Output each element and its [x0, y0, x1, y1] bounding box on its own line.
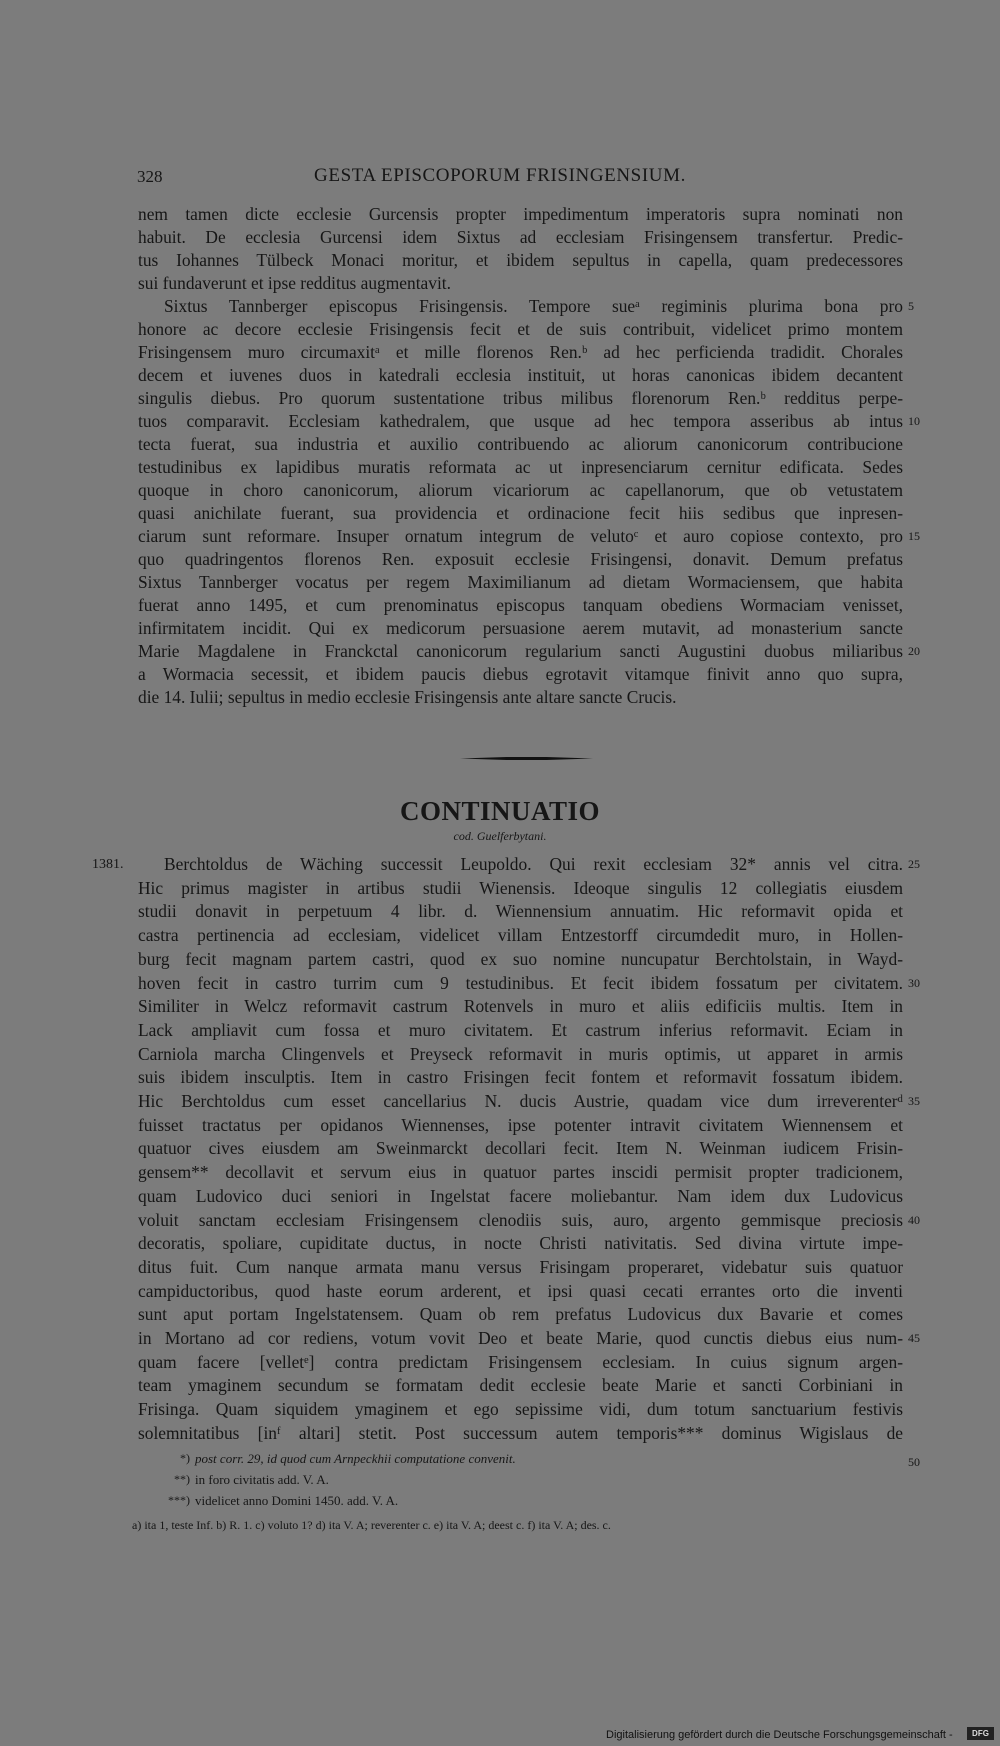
text-line: Carniola marcha Clingenvels et Preyseck reformavit in muris optimis, ut apparet in armis — [138, 1044, 903, 1064]
footnote-mark: **) — [174, 1472, 190, 1486]
text-line: decoratis, spoliare, cupiditate ductus, in nocte Christi nativitatis. Sed divina virtute impe- — [138, 1233, 903, 1253]
text-line: honore ac decore ecclesie Frisingensis fecit et de suis contribuit, videlicet primo montem — [138, 319, 903, 339]
footnote-text: videlicet anno Domini 1450. add. V. A. — [195, 1493, 399, 1508]
text-line: quoque in choro canonicorum, aliorum vicariorum ac capellanorum, que ob vetustatem — [138, 480, 903, 500]
text-line: hoven fecit in castro turrim cum 9 testudinibus. Et fecit ibidem fossatum per civitatem. — [138, 973, 903, 993]
text-line: sunt aput portam Ingelstatensem. Quam ob rem prefatus Ludovicus dux Bavarie et comes — [138, 1304, 903, 1324]
section-heading: CONTINUATIO — [399, 796, 601, 826]
text-line: gensem** decollavit et servum eius in quatuor partes inscidi permisit propter tradicionem, — [138, 1162, 903, 1182]
line-number: 30 — [908, 976, 920, 990]
digitization-credit: Digitalisierung gefördert durch die Deutsche Forschungsgemeinschaft - — [606, 1729, 953, 1741]
text-line: tecta fuerat, sua industria et auxilio contribuendo ac aliorum canonicorum contribucione — [138, 434, 903, 454]
text-line: Frisingensem muro circumaxitᵃ et mille florenos Ren.ᵇ ad hec perficienda tradidit. Chorales — [138, 342, 903, 362]
section-divider-ornament — [460, 757, 593, 760]
text-line: Frisinga. Quam siquidem ymaginem et ego sepissime vidi, dum totum sanctuarium festivis — [138, 1399, 903, 1419]
text-line: tuos comparavit. Ecclesiam kathedralem, que usque ad hec tempora asseribus ab intus — [138, 411, 903, 431]
text-line: fuerat anno 1495, et cum prenominatus episcopus tanquam obediens Wormaciam venisset, — [138, 595, 903, 615]
page-number: 328 — [137, 167, 163, 186]
text-line: ditus fuit. Cum nanque armata manu versus Frisingam properaret, videbatur suis quatuor — [138, 1257, 903, 1277]
line-number: 50 — [908, 1455, 920, 1469]
text-line: singulis diebus. Pro quorum sustentatione tribus milibus florenorum Ren.ᵇ redditus perpe- — [138, 388, 903, 408]
running-title: GESTA EPISCOPORUM FRISINGENSIUM. — [314, 165, 686, 186]
line-number: 25 — [908, 857, 920, 871]
footnote-mark: *) — [180, 1451, 190, 1465]
text-line: Marie Magdalene in Franckctal canonicorum regularium sancti Augustini duobus miliaribus — [138, 641, 903, 661]
footnote-mark: ***) — [168, 1493, 190, 1507]
text-line: castra pertinencia ad ecclesiam, videlicet villam Entzestorff circumdedit muro, in Hollen- — [138, 925, 903, 945]
text-line: campiductoribus, quod haste eorum arderent, et ipsi quasi cecati errantes orto die inventi — [138, 1281, 903, 1301]
footnote-text: post corr. 29, id quod cum Arnpeckhii computatione convenit. — [195, 1451, 516, 1466]
text-line: Similiter in Welcz reformavit castrum Rotenvels in muro et aliis edificiis multis. Item in — [138, 996, 903, 1016]
text-line: quatuor cives eiusdem am Sweinmarckt decollari fecit. Item N. Weinman iudicem Frisin- — [138, 1138, 903, 1158]
line-number: 40 — [908, 1213, 920, 1227]
footnote-text: in foro civitatis add. V. A. — [195, 1472, 329, 1487]
text-line: solemnitatibus [inᶠ altari] stetit. Post successum autem temporis*** dominus Wigislaus de — [138, 1423, 903, 1443]
text-line: testudinibus ex lapidibus muratis reformata ac ut inpresenciarum cernitur edificata. Sedes — [138, 457, 903, 477]
text-line: Sixtus Tannberger vocatus per regem Maximilianum ad dietam Wormaciensem, que habita — [138, 572, 903, 592]
text-line: tus Iohannes Tülbeck Monaci moritur, et ibidem sepultus in capella, quam predecessores — [138, 250, 903, 270]
text-line: sui fundaverunt et ipse redditus augmentavit. — [138, 273, 451, 293]
line-number: 20 — [908, 644, 920, 658]
text-line: nem tamen dicte ecclesie Gurcensis propter impedimentum imperatoris supra nominati non — [138, 204, 903, 224]
text-line: quam facere [velletᵉ] contra predictam Frisingensem ecclesiam. In cuius signum argen- — [138, 1352, 903, 1372]
text-line: Hic primus magister in artibus studii Wienensis. Ideoque singulis 12 collegiatis eiusdem — [138, 878, 903, 898]
text-line: team ymaginem secundum se formatam dedit ecclesie beate Marie et sancti Corbiniani in — [138, 1375, 903, 1395]
section-subheading: cod. Guelferbytani. — [453, 829, 547, 843]
text-line: die 14. Iulii; sepultus in medio ecclesie Frisingensis ante altare sancte Crucis. — [138, 687, 677, 707]
text-line: infirmitatem incidit. Qui ex medicorum persuasione aerem mutavit, ad monasterium sancte — [138, 618, 903, 638]
text-line: burg fecit magnam partem castri, quod ex suo nomine nuncupatur Berchtolstain, in Wayd- — [138, 949, 903, 969]
text-line: a Wormacia secessit, et ibidem paucis diebus egrotavit vitamque finivit anno quo supra, — [138, 664, 903, 684]
text-line: habuit. De ecclesia Gurcensi idem Sixtus ad ecclesiam Frisingensem transfertur. Predic- — [138, 227, 903, 247]
text-line: suis ibidem insculptis. Item in castro Frisingen fecit fontem et reformavit fossatum ibidem. — [138, 1067, 903, 1087]
margin-year: 1381. — [92, 857, 124, 872]
text-line: ciarum sunt reformare. Insuper ornatum integrum de velutoᶜ et auro copiose contexto, pro — [138, 526, 903, 546]
line-number: 5 — [908, 299, 914, 313]
text-line: Lack ampliavit cum fossa et muro civitatem. Et castrum inferius reformavit. Eciam in — [138, 1020, 903, 1040]
line-number: 35 — [908, 1094, 920, 1108]
text-line: fuisset tractatus per opidanos Wiennenses, ipse potenter intravit civitatem Wiennensem et — [138, 1115, 903, 1135]
text-line: quo quadringentos florenos Ren. exposuit ecclesie Frisingensi, donavit. Demum prefatus — [138, 549, 903, 569]
line-number: 10 — [908, 414, 920, 428]
text-line: studii donavit in perpetuum 4 libr. d. Wiennensium annuatim. Hic reformavit opida et — [138, 901, 903, 921]
dfg-logo: DFG — [967, 1727, 994, 1740]
text-line: quasi anichilate fuerant, sua providencia et ordinacione fecit hiis sedibus que inpresen- — [138, 503, 903, 523]
text-line: Sixtus Tannberger episcopus Frisingensis. Tempore sueᵃ regiminis plurima bona pro — [164, 296, 903, 316]
text-line: quam Ludovico duci seniori in Ingelstat facere moliebantur. Nam idem dux Ludovicus — [138, 1186, 903, 1206]
text-line: Hic Berchtoldus cum esset cancellarius N. ducis Austrie, quadam vice dum irreverenterᵈ — [138, 1091, 903, 1111]
line-number: 15 — [908, 529, 920, 543]
text-line: decem et iuvenes duos in katedrali ecclesia instituit, ut horas canonicas ibidem decantent — [138, 365, 903, 385]
apparatus-variants: a) ita 1, teste Inf. b) R. 1. c) voluto 1? d) ita V. A; reverenter c. e) ita V. A; deest c. f) ita V. A; des. c. — [132, 1518, 611, 1532]
text-line: Berchtoldus de Wäching successit Leupoldo. Qui rexit ecclesiam 32* annis vel citra. — [164, 854, 903, 874]
line-number: 45 — [908, 1331, 920, 1345]
text-line: voluit sanctam ecclesiam Frisingensem clenodiis suis, auro, argento gemmisque preciosis — [138, 1210, 903, 1230]
text-line: in Mortano ad cor rediens, votum vovit Deo et beate Marie, quod cunctis diebus eius num- — [138, 1328, 903, 1348]
